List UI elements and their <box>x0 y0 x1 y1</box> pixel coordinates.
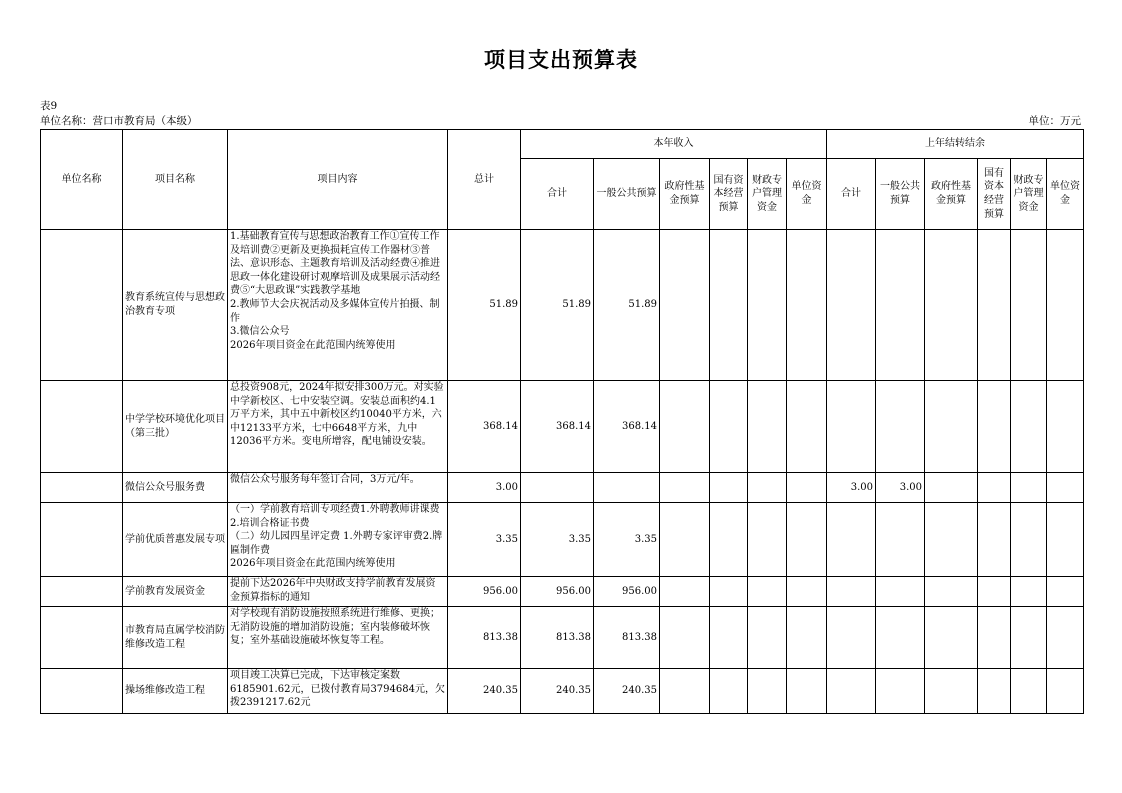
current-year-value-1: 3.35 <box>521 503 594 577</box>
unit-name-cell <box>41 607 123 669</box>
carryover-value-2 <box>876 669 925 714</box>
current-year-value-6 <box>787 607 827 669</box>
total-cell: 51.89 <box>448 230 521 381</box>
carryover-col-4: 国有资本经营预算 <box>978 159 1011 230</box>
carryover-value-6 <box>1047 381 1084 473</box>
carryover-value-3 <box>925 669 978 714</box>
carryover-col-6: 单位资金 <box>1047 159 1084 230</box>
carryover-value-1: 3.00 <box>827 473 876 503</box>
table-row <box>41 503 1084 577</box>
current-year-col-2: 一般公共预算 <box>594 159 660 230</box>
carryover-value-1 <box>827 230 876 381</box>
carryover-value-2: 3.00 <box>876 473 925 503</box>
project-name-cell: 学前优质普惠发展专项 <box>123 503 228 577</box>
project-content-cell: 提前下达2026年中央财政支持学前教育发展资金预算指标的通知 <box>228 577 448 607</box>
current-year-value-5 <box>748 473 787 503</box>
current-year-col-3: 政府性基金预算 <box>660 159 710 230</box>
current-year-value-6 <box>787 473 827 503</box>
carryover-value-5 <box>1011 607 1047 669</box>
unit-name-label: 单位名称：营口市教育局（本级） <box>40 115 198 127</box>
carryover-value-3 <box>925 503 978 577</box>
project-name-cell: 市教育局直属学校消防维修改造工程 <box>123 607 228 669</box>
current-year-value-6 <box>787 669 827 714</box>
carryover-value-3 <box>925 473 978 503</box>
current-year-value-5 <box>748 381 787 473</box>
table-row <box>41 381 1084 473</box>
total-cell: 3.35 <box>448 503 521 577</box>
current-year-value-5 <box>748 577 787 607</box>
carryover-value-4 <box>978 577 1011 607</box>
carryover-value-5 <box>1011 669 1047 714</box>
carryover-value-2 <box>876 503 925 577</box>
unit-name-cell <box>41 381 123 473</box>
current-year-value-1: 813.38 <box>521 607 594 669</box>
current-year-value-1 <box>521 473 594 503</box>
carryover-value-3 <box>925 230 978 381</box>
carryover-col-2: 一般公共预算 <box>876 159 925 230</box>
current-year-value-2: 3.35 <box>594 503 660 577</box>
table-row <box>41 607 1084 669</box>
carryover-value-4 <box>978 473 1011 503</box>
carryover-value-6 <box>1047 503 1084 577</box>
carryover-value-4 <box>978 607 1011 669</box>
current-year-value-2: 813.38 <box>594 607 660 669</box>
carryover-value-5 <box>1011 230 1047 381</box>
current-year-col-5: 财政专户管理资金 <box>748 159 787 230</box>
budget-table <box>40 129 1084 714</box>
current-year-value-6 <box>787 381 827 473</box>
carryover-value-1 <box>827 607 876 669</box>
total-cell: 813.38 <box>448 607 521 669</box>
current-year-value-1: 240.35 <box>521 669 594 714</box>
current-year-value-5 <box>748 669 787 714</box>
unit-name-cell <box>41 503 123 577</box>
carryover-value-2 <box>876 230 925 381</box>
header-project: 项目名称 <box>123 130 228 230</box>
table-row <box>41 669 1084 714</box>
current-year-value-4 <box>710 473 748 503</box>
project-name-cell: 学前教育发展资金 <box>123 577 228 607</box>
currency-unit: 单位：万元 <box>1028 115 1081 127</box>
carryover-value-1 <box>827 669 876 714</box>
current-year-value-4 <box>710 230 748 381</box>
project-content-cell: 对学校现有消防设施按照系统进行维修、更换；无消防设施的增加消防设施；室内装修破坏恢复；室外基础设施破坏恢复等工程。 <box>228 607 448 669</box>
carryover-value-5 <box>1011 503 1047 577</box>
current-year-value-3 <box>660 473 710 503</box>
carryover-value-4 <box>978 381 1011 473</box>
project-content-cell: 项目竣工决算已完成，下达审核定案数6185901.62元，已拨付教育局3794684元，欠拨2391217.62元 <box>228 669 448 714</box>
header-current-year: 本年收入 <box>521 130 827 159</box>
carryover-value-4 <box>978 503 1011 577</box>
project-content-cell: （一）学前教育培训专项经费1.外聘教师讲课费2.培训合格证书费 （二）幼儿园四星评定费 1.外聘专家评审费2.牌匾制作费 2026年项目资金在此范围内统筹使用 <box>228 503 448 577</box>
carryover-col-1: 合计 <box>827 159 876 230</box>
unit-name-cell <box>41 473 123 503</box>
header-carryover: 上年结转结余 <box>827 130 1084 159</box>
current-year-value-5 <box>748 503 787 577</box>
header-total: 总计 <box>448 130 521 230</box>
unit-name-cell <box>41 230 123 381</box>
carryover-value-2 <box>876 607 925 669</box>
current-year-value-4 <box>710 503 748 577</box>
total-cell: 368.14 <box>448 381 521 473</box>
current-year-value-6 <box>787 503 827 577</box>
carryover-value-2 <box>876 381 925 473</box>
project-name-cell: 操场维修改造工程 <box>123 669 228 714</box>
current-year-value-3 <box>660 381 710 473</box>
project-content-cell: 微信公众号服务每年签订合同，3万元/年。 <box>228 473 448 503</box>
current-year-value-6 <box>787 230 827 381</box>
current-year-value-3 <box>660 669 710 714</box>
total-cell: 3.00 <box>448 473 521 503</box>
carryover-value-3 <box>925 577 978 607</box>
current-year-value-4 <box>710 577 748 607</box>
carryover-value-6 <box>1047 577 1084 607</box>
project-name-cell: 教育系统宣传与思想政治教育专项 <box>123 230 228 381</box>
current-year-value-4 <box>710 381 748 473</box>
carryover-col-3: 政府性基金预算 <box>925 159 978 230</box>
table-number: 表9 <box>40 100 58 112</box>
current-year-value-2: 51.89 <box>594 230 660 381</box>
carryover-value-6 <box>1047 473 1084 503</box>
header-unit: 单位名称 <box>41 130 123 230</box>
project-content-cell: 1.基础教育宣传与思想政治教育工作①宣传工作及培训费②更新及更换损耗宣传工作器材③普法、意识形态、主题教育培训及活动经费④推进思政一体化建设研讨观摩培训及成果展示活动经费⑤“大思政课”实践教学基地 2.教师节大会庆祝活动及多媒体宣传片拍摄、制作 3.微信公众号 2026年项目资金在此范围内统筹使用 <box>228 230 448 381</box>
project-name-cell: 中学学校环境优化项目（第三批） <box>123 381 228 473</box>
carryover-value-1 <box>827 381 876 473</box>
current-year-value-2: 956.00 <box>594 577 660 607</box>
table-row <box>41 473 1084 503</box>
current-year-col-1: 合计 <box>521 159 594 230</box>
current-year-col-6: 单位资金 <box>787 159 827 230</box>
carryover-value-4 <box>978 230 1011 381</box>
project-name-cell: 微信公众号服务费 <box>123 473 228 503</box>
carryover-value-6 <box>1047 230 1084 381</box>
current-year-value-4 <box>710 607 748 669</box>
table-row <box>41 577 1084 607</box>
current-year-value-5 <box>748 230 787 381</box>
carryover-value-4 <box>978 669 1011 714</box>
carryover-value-5 <box>1011 577 1047 607</box>
current-year-value-3 <box>660 503 710 577</box>
current-year-value-3 <box>660 577 710 607</box>
current-year-col-4: 国有资本经营预算 <box>710 159 748 230</box>
carryover-value-2 <box>876 577 925 607</box>
current-year-value-6 <box>787 577 827 607</box>
unit-name-cell <box>41 669 123 714</box>
header-content: 项目内容 <box>228 130 448 230</box>
carryover-value-6 <box>1047 669 1084 714</box>
current-year-value-1: 368.14 <box>521 381 594 473</box>
carryover-value-3 <box>925 381 978 473</box>
carryover-value-1 <box>827 577 876 607</box>
current-year-value-5 <box>748 607 787 669</box>
total-cell: 240.35 <box>448 669 521 714</box>
current-year-value-3 <box>660 230 710 381</box>
table-row <box>41 230 1084 381</box>
carryover-value-1 <box>827 503 876 577</box>
carryover-col-5: 财政专户管理资金 <box>1011 159 1047 230</box>
current-year-value-1: 51.89 <box>521 230 594 381</box>
page-title: 项目支出预算表 <box>484 48 638 72</box>
current-year-value-2: 368.14 <box>594 381 660 473</box>
carryover-value-6 <box>1047 607 1084 669</box>
carryover-value-5 <box>1011 381 1047 473</box>
current-year-value-3 <box>660 607 710 669</box>
project-content-cell: 总投资908元，2024年拟安排300万元。对实验中学新校区、七中安装空调。安装总面积约4.1万平方米，其中五中新校区约10040平方米，六中12133平方米，七中6648平方米，九中12036平方米。变电所增容，配电铺设安装。 <box>228 381 448 473</box>
unit-name-cell <box>41 577 123 607</box>
current-year-value-4 <box>710 669 748 714</box>
total-cell: 956.00 <box>448 577 521 607</box>
current-year-value-1: 956.00 <box>521 577 594 607</box>
carryover-value-3 <box>925 607 978 669</box>
current-year-value-2 <box>594 473 660 503</box>
current-year-value-2: 240.35 <box>594 669 660 714</box>
carryover-value-5 <box>1011 473 1047 503</box>
